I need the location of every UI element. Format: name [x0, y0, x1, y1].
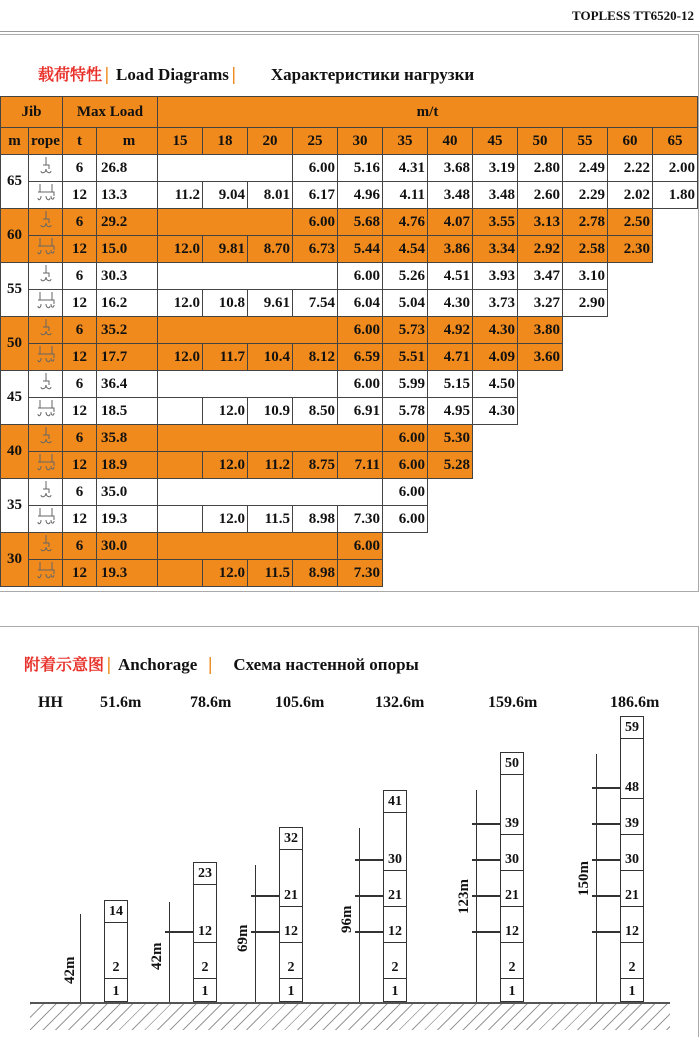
load-value: 2.00 — [653, 155, 698, 182]
double-hook-icon — [29, 560, 63, 587]
jib-length-60: 60 — [1, 209, 29, 263]
single-hook-icon — [29, 425, 63, 452]
empty-span — [158, 533, 338, 560]
max-load-radius: 19.3 — [97, 560, 158, 587]
section-divider — [280, 849, 302, 850]
max-load-radius: 19.3 — [97, 506, 158, 533]
section-label-1: 1 — [628, 984, 636, 999]
double-hook-icon — [29, 506, 63, 533]
load-value: 5.68 — [338, 209, 383, 236]
section-divider — [194, 884, 216, 885]
radius-header-45: 45 — [473, 128, 518, 155]
load-value: 6.00 — [383, 425, 428, 452]
load-diagram-title: 载荷特性 | Load Diagrams | Характеристики нагрузки — [38, 65, 475, 85]
section-label-2: 2 — [287, 960, 295, 975]
load-value: 4.51 — [428, 263, 473, 290]
section-label-30: 30 — [388, 852, 402, 867]
section-divider — [501, 870, 523, 871]
load-value: 4.31 — [383, 155, 428, 182]
load-value: 5.78 — [383, 398, 428, 425]
load-value: 8.98 — [293, 506, 338, 533]
blank-area — [608, 290, 698, 317]
section-label-21: 21 — [505, 888, 519, 903]
load-value: 7.54 — [293, 290, 338, 317]
load-value: 6.00 — [383, 479, 428, 506]
load-value: 4.92 — [428, 317, 473, 344]
section-label-39: 39 — [625, 816, 639, 831]
anchorage-title: 附着示意图 | Anchorage | Схема настенной опоры — [24, 655, 419, 675]
blank-area — [563, 317, 698, 344]
height-dimension-line — [80, 914, 81, 1002]
blank-area — [608, 263, 698, 290]
jib-length-45: 45 — [1, 371, 29, 425]
load-value: 5.15 — [428, 371, 473, 398]
load-value: 5.16 — [338, 155, 383, 182]
section-label-21: 21 — [625, 888, 639, 903]
section-divider — [384, 870, 406, 871]
load-value: 6.73 — [293, 236, 338, 263]
rope-falls: 12 — [63, 236, 97, 263]
section-divider — [105, 978, 127, 979]
load-value: 2.49 — [563, 155, 608, 182]
rope-falls: 6 — [63, 425, 97, 452]
load-value: 11.2 — [158, 182, 203, 209]
load-value: 2.80 — [518, 155, 563, 182]
load-value: 8.98 — [293, 560, 338, 587]
section-label-21: 21 — [284, 888, 298, 903]
load-value: 2.90 — [563, 290, 608, 317]
empty-span — [158, 209, 293, 236]
load-value: 3.48 — [473, 182, 518, 209]
model-name: TOPLESS TT6520-12 — [572, 8, 694, 23]
section-label-2: 2 — [628, 960, 636, 975]
load-value: 3.27 — [518, 290, 563, 317]
tower-3 — [279, 827, 303, 1002]
load-value: 6.00 — [338, 317, 383, 344]
radius-header-50: 50 — [518, 128, 563, 155]
radius-header-18: 18 — [203, 128, 248, 155]
load-value: 9.61 — [248, 290, 293, 317]
rope-falls: 6 — [63, 371, 97, 398]
section-divider — [194, 942, 216, 943]
load-value: 8.75 — [293, 452, 338, 479]
load-value: 4.07 — [428, 209, 473, 236]
section-label-1: 1 — [112, 984, 120, 999]
tower-4 — [383, 790, 407, 1002]
empty-span — [158, 506, 203, 533]
load-value: 2.29 — [563, 182, 608, 209]
tower-1 — [104, 900, 128, 1002]
anchor-height-label: 42m — [149, 942, 165, 970]
jib-length-55: 55 — [1, 263, 29, 317]
load-value: 12.0 — [158, 344, 203, 371]
section-label-50: 50 — [505, 756, 519, 771]
load-value: 5.44 — [338, 236, 383, 263]
load-value: 4.76 — [383, 209, 428, 236]
section-divider — [194, 978, 216, 979]
load-value: 4.30 — [473, 317, 518, 344]
load-value: 2.78 — [563, 209, 608, 236]
load-value: 2.60 — [518, 182, 563, 209]
rope-falls: 12 — [63, 452, 97, 479]
double-hook-icon — [29, 290, 63, 317]
double-hook-icon — [29, 452, 63, 479]
max-load-radius: 13.3 — [97, 182, 158, 209]
load-value: 8.70 — [248, 236, 293, 263]
load-value: 11.5 — [248, 560, 293, 587]
max-load-radius: 29.2 — [97, 209, 158, 236]
load-value: 9.04 — [203, 182, 248, 209]
section-label-12: 12 — [625, 924, 639, 939]
jib-length-30: 30 — [1, 533, 29, 587]
blank-area — [383, 560, 698, 587]
rope-falls: 12 — [63, 398, 97, 425]
load-value: 2.22 — [608, 155, 653, 182]
section-label-1: 1 — [508, 984, 516, 999]
section-divider — [280, 906, 302, 907]
max-load-radius: 35.2 — [97, 317, 158, 344]
load-value: 12.0 — [203, 560, 248, 587]
anchor-height-label: 123m — [456, 879, 472, 914]
load-value: 12.0 — [203, 506, 248, 533]
blank-area — [563, 344, 698, 371]
radius-header-35: 35 — [383, 128, 428, 155]
section-label-12: 12 — [388, 924, 402, 939]
load-value: 3.60 — [518, 344, 563, 371]
max-load-radius: 18.5 — [97, 398, 158, 425]
load-value: 3.68 — [428, 155, 473, 182]
load-value: 8.12 — [293, 344, 338, 371]
load-value: 12.0 — [158, 290, 203, 317]
section-divider — [501, 906, 523, 907]
anchor-height-label: 69m — [235, 924, 251, 952]
load-value: 3.47 — [518, 263, 563, 290]
load-value: 5.28 — [428, 452, 473, 479]
max-load-radius: 30.0 — [97, 533, 158, 560]
height-dimension-line — [596, 754, 597, 1002]
section-divider — [384, 942, 406, 943]
load-value: 5.73 — [383, 317, 428, 344]
section-divider — [621, 978, 643, 979]
jib-length-35: 35 — [1, 479, 29, 533]
section-divider — [384, 978, 406, 979]
rope-falls: 6 — [63, 533, 97, 560]
blank-area — [653, 236, 698, 263]
tower-height-5: 159.6m — [488, 694, 538, 711]
anchor-height-label: 150m — [576, 861, 592, 896]
rope-falls: 12 — [63, 344, 97, 371]
load-value: 3.48 — [428, 182, 473, 209]
double-hook-icon — [29, 236, 63, 263]
max-load-radius: 35.0 — [97, 479, 158, 506]
max-load-radius: 35.8 — [97, 425, 158, 452]
section-divider — [621, 942, 643, 943]
load-value: 2.92 — [518, 236, 563, 263]
load-value: 4.54 — [383, 236, 428, 263]
load-value: 9.81 — [203, 236, 248, 263]
load-value: 10.9 — [248, 398, 293, 425]
section-label-32: 32 — [284, 831, 298, 846]
section-divider — [621, 906, 643, 907]
section-label-1: 1 — [201, 984, 209, 999]
max-load-radius: 15.0 — [97, 236, 158, 263]
load-value: 6.00 — [383, 452, 428, 479]
height-dimension-line — [169, 902, 170, 1002]
empty-span — [158, 317, 338, 344]
double-hook-icon — [29, 344, 63, 371]
section-divider — [501, 774, 523, 775]
section-divider — [501, 978, 523, 979]
unit-header: m/t — [158, 97, 698, 128]
blank-area — [473, 452, 698, 479]
empty-span — [158, 371, 338, 398]
empty-span — [158, 560, 203, 587]
load-value: 12.0 — [203, 398, 248, 425]
load-value: 6.91 — [338, 398, 383, 425]
section-label-23: 23 — [198, 866, 212, 881]
radius-header-40: 40 — [428, 128, 473, 155]
empty-span — [158, 155, 293, 182]
rope-falls: 6 — [63, 209, 97, 236]
radius-header-60: 60 — [608, 128, 653, 155]
load-value: 7.30 — [338, 560, 383, 587]
tower-5 — [500, 752, 524, 1002]
section-divider — [384, 906, 406, 907]
load-value: 2.50 — [608, 209, 653, 236]
section-label-41: 41 — [388, 794, 402, 809]
load-value: 4.71 — [428, 344, 473, 371]
rope-falls: 12 — [63, 182, 97, 209]
section-divider — [384, 812, 406, 813]
height-dimension-line — [476, 790, 477, 1002]
top-divider — [0, 31, 700, 32]
section-divider — [621, 870, 643, 871]
jib-m-header: m — [1, 128, 29, 155]
section-label-2: 2 — [112, 960, 120, 975]
radius-header-65: 65 — [653, 128, 698, 155]
rope-falls: 12 — [63, 560, 97, 587]
load-value: 6.00 — [338, 263, 383, 290]
max-load-radius: 30.3 — [97, 263, 158, 290]
load-value: 4.50 — [473, 371, 518, 398]
section-label-14: 14 — [109, 904, 123, 919]
single-hook-icon — [29, 209, 63, 236]
load-value: 4.30 — [473, 398, 518, 425]
load-value: 3.93 — [473, 263, 518, 290]
section-divider — [280, 942, 302, 943]
max-load-radius: 26.8 — [97, 155, 158, 182]
load-value: 4.30 — [428, 290, 473, 317]
load-value: 3.80 — [518, 317, 563, 344]
load-value: 2.02 — [608, 182, 653, 209]
blank-area — [473, 425, 698, 452]
load-value: 6.00 — [383, 506, 428, 533]
height-dimension-line — [359, 828, 360, 1002]
load-value: 3.86 — [428, 236, 473, 263]
blank-area — [518, 371, 698, 398]
section-label-59: 59 — [625, 720, 639, 735]
max-load-radius: 17.7 — [97, 344, 158, 371]
section-divider — [105, 922, 127, 923]
single-hook-icon — [29, 479, 63, 506]
blank-area — [518, 398, 698, 425]
radius-header-30: 30 — [338, 128, 383, 155]
max-load-header: Max Load — [63, 97, 158, 128]
radius-header-20: 20 — [248, 128, 293, 155]
tower-height-1: 51.6m — [100, 694, 142, 711]
radius-header-55: 55 — [563, 128, 608, 155]
tower-height-4: 132.6m — [375, 694, 425, 711]
empty-span — [158, 263, 338, 290]
single-hook-icon — [29, 533, 63, 560]
load-value: 6.00 — [338, 371, 383, 398]
rope-header: rope — [29, 128, 63, 155]
hh-label: HH — [38, 694, 63, 711]
rope-falls: 6 — [63, 317, 97, 344]
section-divider — [621, 798, 643, 799]
load-value: 3.19 — [473, 155, 518, 182]
load-value: 5.99 — [383, 371, 428, 398]
load-value: 6.00 — [293, 209, 338, 236]
load-value: 11.5 — [248, 506, 293, 533]
single-hook-icon — [29, 155, 63, 182]
rope-falls: 6 — [63, 263, 97, 290]
load-value: 4.96 — [338, 182, 383, 209]
rope-falls: 12 — [63, 506, 97, 533]
load-value: 6.00 — [293, 155, 338, 182]
tower-2 — [193, 862, 217, 1002]
section-label-1: 1 — [287, 984, 295, 999]
max-load-radius: 16.2 — [97, 290, 158, 317]
load-value: 2.30 — [608, 236, 653, 263]
section-label-2: 2 — [508, 960, 516, 975]
anchor-height-label: 96m — [339, 905, 355, 933]
load-table — [0, 96, 698, 587]
load-value: 3.73 — [473, 290, 518, 317]
max-load-radius: 18.9 — [97, 452, 158, 479]
load-value: 12.0 — [158, 236, 203, 263]
blank-area — [428, 479, 698, 506]
empty-span — [158, 452, 203, 479]
jib-length-40: 40 — [1, 425, 29, 479]
load-value: 5.51 — [383, 344, 428, 371]
load-value: 7.11 — [338, 452, 383, 479]
load-value: 2.58 — [563, 236, 608, 263]
load-value: 6.04 — [338, 290, 383, 317]
load-value: 7.30 — [338, 506, 383, 533]
height-dimension-line — [255, 865, 256, 1002]
load-value: 10.4 — [248, 344, 293, 371]
section-label-1: 1 — [391, 984, 399, 999]
max-load-radius: 36.4 — [97, 371, 158, 398]
anchor-height-label: 42m — [62, 956, 78, 984]
section-label-30: 30 — [625, 852, 639, 867]
load-value: 5.26 — [383, 263, 428, 290]
section-label-12: 12 — [198, 924, 212, 939]
tower-height-2: 78.6m — [190, 694, 232, 711]
load-value: 4.09 — [473, 344, 518, 371]
section-label-2: 2 — [391, 960, 399, 975]
section-label-12: 12 — [284, 924, 298, 939]
m-header: m — [97, 128, 158, 155]
jib-length-65: 65 — [1, 155, 29, 209]
single-hook-icon — [29, 263, 63, 290]
section-label-12: 12 — [505, 924, 519, 939]
section-divider — [621, 738, 643, 739]
load-value: 8.50 — [293, 398, 338, 425]
blank-area — [383, 533, 698, 560]
section-divider — [280, 978, 302, 979]
section-label-21: 21 — [388, 888, 402, 903]
radius-header-15: 15 — [158, 128, 203, 155]
load-value: 11.7 — [203, 344, 248, 371]
jib-header: Jib — [1, 97, 63, 128]
empty-span — [158, 398, 203, 425]
load-value: 3.55 — [473, 209, 518, 236]
load-value: 3.34 — [473, 236, 518, 263]
load-value: 6.00 — [338, 533, 383, 560]
empty-span — [158, 479, 383, 506]
jib-length-50: 50 — [1, 317, 29, 371]
blank-area — [428, 506, 698, 533]
load-value: 10.8 — [203, 290, 248, 317]
load-value: 5.04 — [383, 290, 428, 317]
double-hook-icon — [29, 398, 63, 425]
section-divider — [501, 942, 523, 943]
single-hook-icon — [29, 317, 63, 344]
section-label-2: 2 — [201, 960, 209, 975]
section-label-39: 39 — [505, 816, 519, 831]
empty-span — [158, 425, 383, 452]
ground-hatch — [30, 1004, 670, 1030]
load-value: 3.10 — [563, 263, 608, 290]
tower-height-6: 186.6m — [610, 694, 660, 711]
load-value: 5.30 — [428, 425, 473, 452]
section-divider — [501, 834, 523, 835]
load-value: 4.11 — [383, 182, 428, 209]
load-value: 3.13 — [518, 209, 563, 236]
double-hook-icon — [29, 182, 63, 209]
blank-area — [653, 209, 698, 236]
load-value: 6.17 — [293, 182, 338, 209]
tower-height-3: 105.6m — [275, 694, 325, 711]
section-divider — [621, 834, 643, 835]
load-value: 8.01 — [248, 182, 293, 209]
rope-falls: 6 — [63, 155, 97, 182]
section-label-48: 48 — [625, 780, 639, 795]
load-value: 11.2 — [248, 452, 293, 479]
load-value: 6.59 — [338, 344, 383, 371]
t-header: t — [63, 128, 97, 155]
rope-falls: 6 — [63, 479, 97, 506]
rope-falls: 12 — [63, 290, 97, 317]
section-label-30: 30 — [505, 852, 519, 867]
tower-6 — [620, 716, 644, 1002]
single-hook-icon — [29, 371, 63, 398]
load-value: 1.80 — [653, 182, 698, 209]
radius-header-25: 25 — [293, 128, 338, 155]
load-value: 4.95 — [428, 398, 473, 425]
load-value: 12.0 — [203, 452, 248, 479]
